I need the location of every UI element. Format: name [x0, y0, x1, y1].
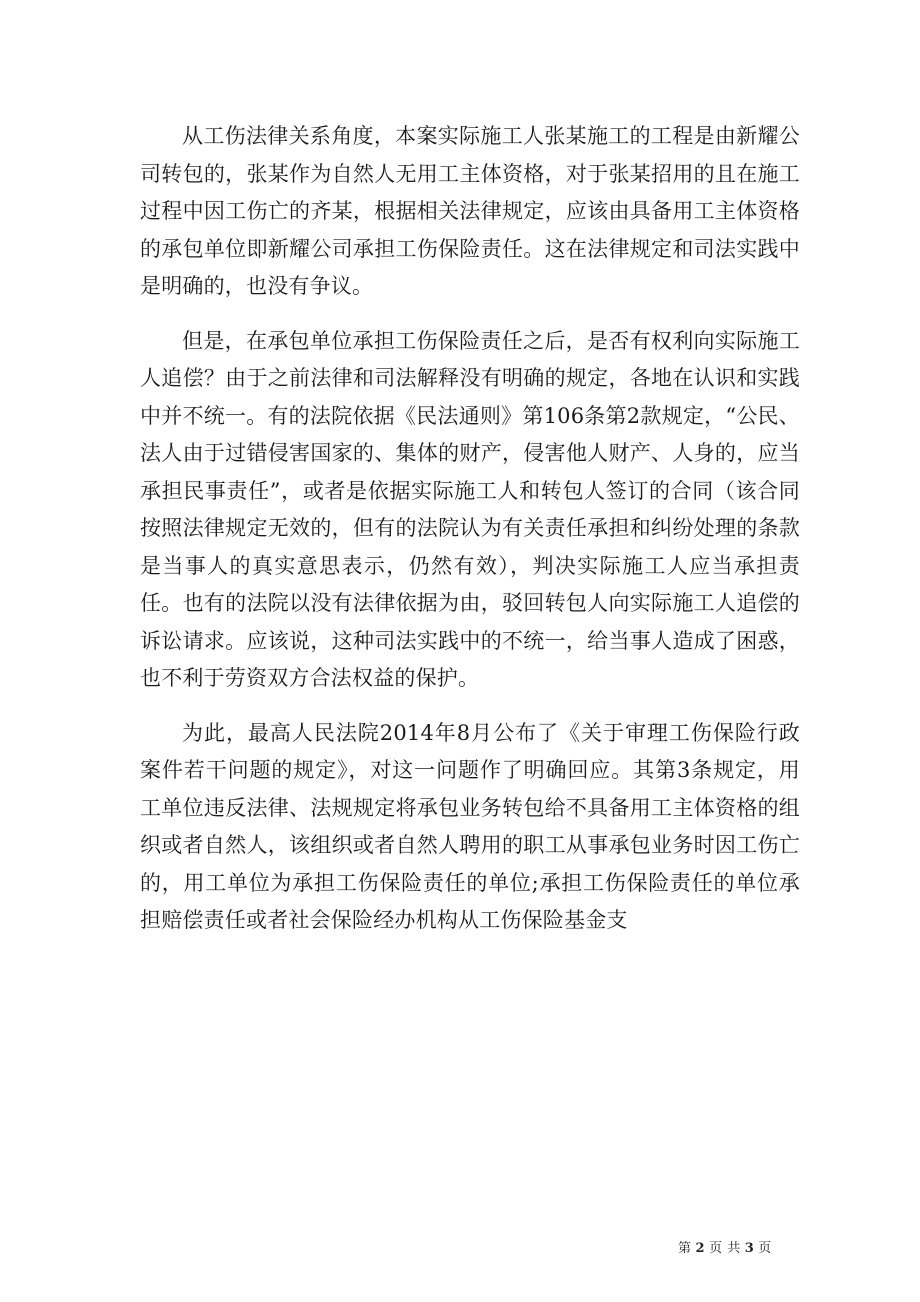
total-pages-number: 3 — [744, 1241, 755, 1256]
footer-suffix: 页 — [758, 1241, 772, 1256]
current-page-number: 2 — [695, 1241, 706, 1256]
paragraph-2: 但是，在承包单位承担工伤保险责任之后，是否有权利向实际施工人追偿？由于之前法律和司法解释没有明确的规定，各地在认识和实践中并不统一。有的法院依据《民法通则》第106条第2款规定，“公民、法人由于过错侵害国家的、集体的财产，侵害他人财产、人身的，应当承担民事责任”，或者是依据实际施工人和转包人签订的合同（该合同按照法律规定无效的，但有的法院认为有关责任承担和纠纷处理的条款是当事人的真实意思表示，仍然有效），判决实际施工人应当承担责任。也有的法院以没有法律依据为由，驳回转包人向实际施工人追偿的诉讼请求。应该说，这种司法实践中的不统一，给当事人造成了困惑，也不利于劳资双方合法权益的保护。 — [140, 328, 800, 690]
footer-prefix: 第 — [678, 1241, 692, 1256]
footer-middle: 页 共 — [709, 1241, 741, 1256]
paragraph-1: 从工伤法律关系角度，本案实际施工人张某施工的工程是由新耀公司转包的，张某作为自然人无用工主体资格，对于张某招用的且在施工过程中因工伤亡的齐某，根据相关法律规定，应该由具备用工主体资格的承包单位即新耀公司承担工伤保险责任。这在法律规定和司法实践中是明确的，也没有争议。 — [140, 124, 800, 298]
paragraph-3: 为此，最高人民法院2014年8月公布了《关于审理工伤保险行政案件若干问题的规定》，对这一问题作了明确回应。其第3条规定，用工单位违反法律、法规规定将承包业务转包给不具备用工主体资格的组织或者自然人，该组织或者自然人聘用的职工从事承包业务时因工伤亡的，用工单位为承担工伤保险责任的单位;承担工伤保险责任的单位承担赔偿责任或者社会保险经办机构从工伤保险基金支 — [140, 720, 800, 932]
document-body — [140, 118, 800, 940]
page-footer — [678, 1237, 772, 1256]
